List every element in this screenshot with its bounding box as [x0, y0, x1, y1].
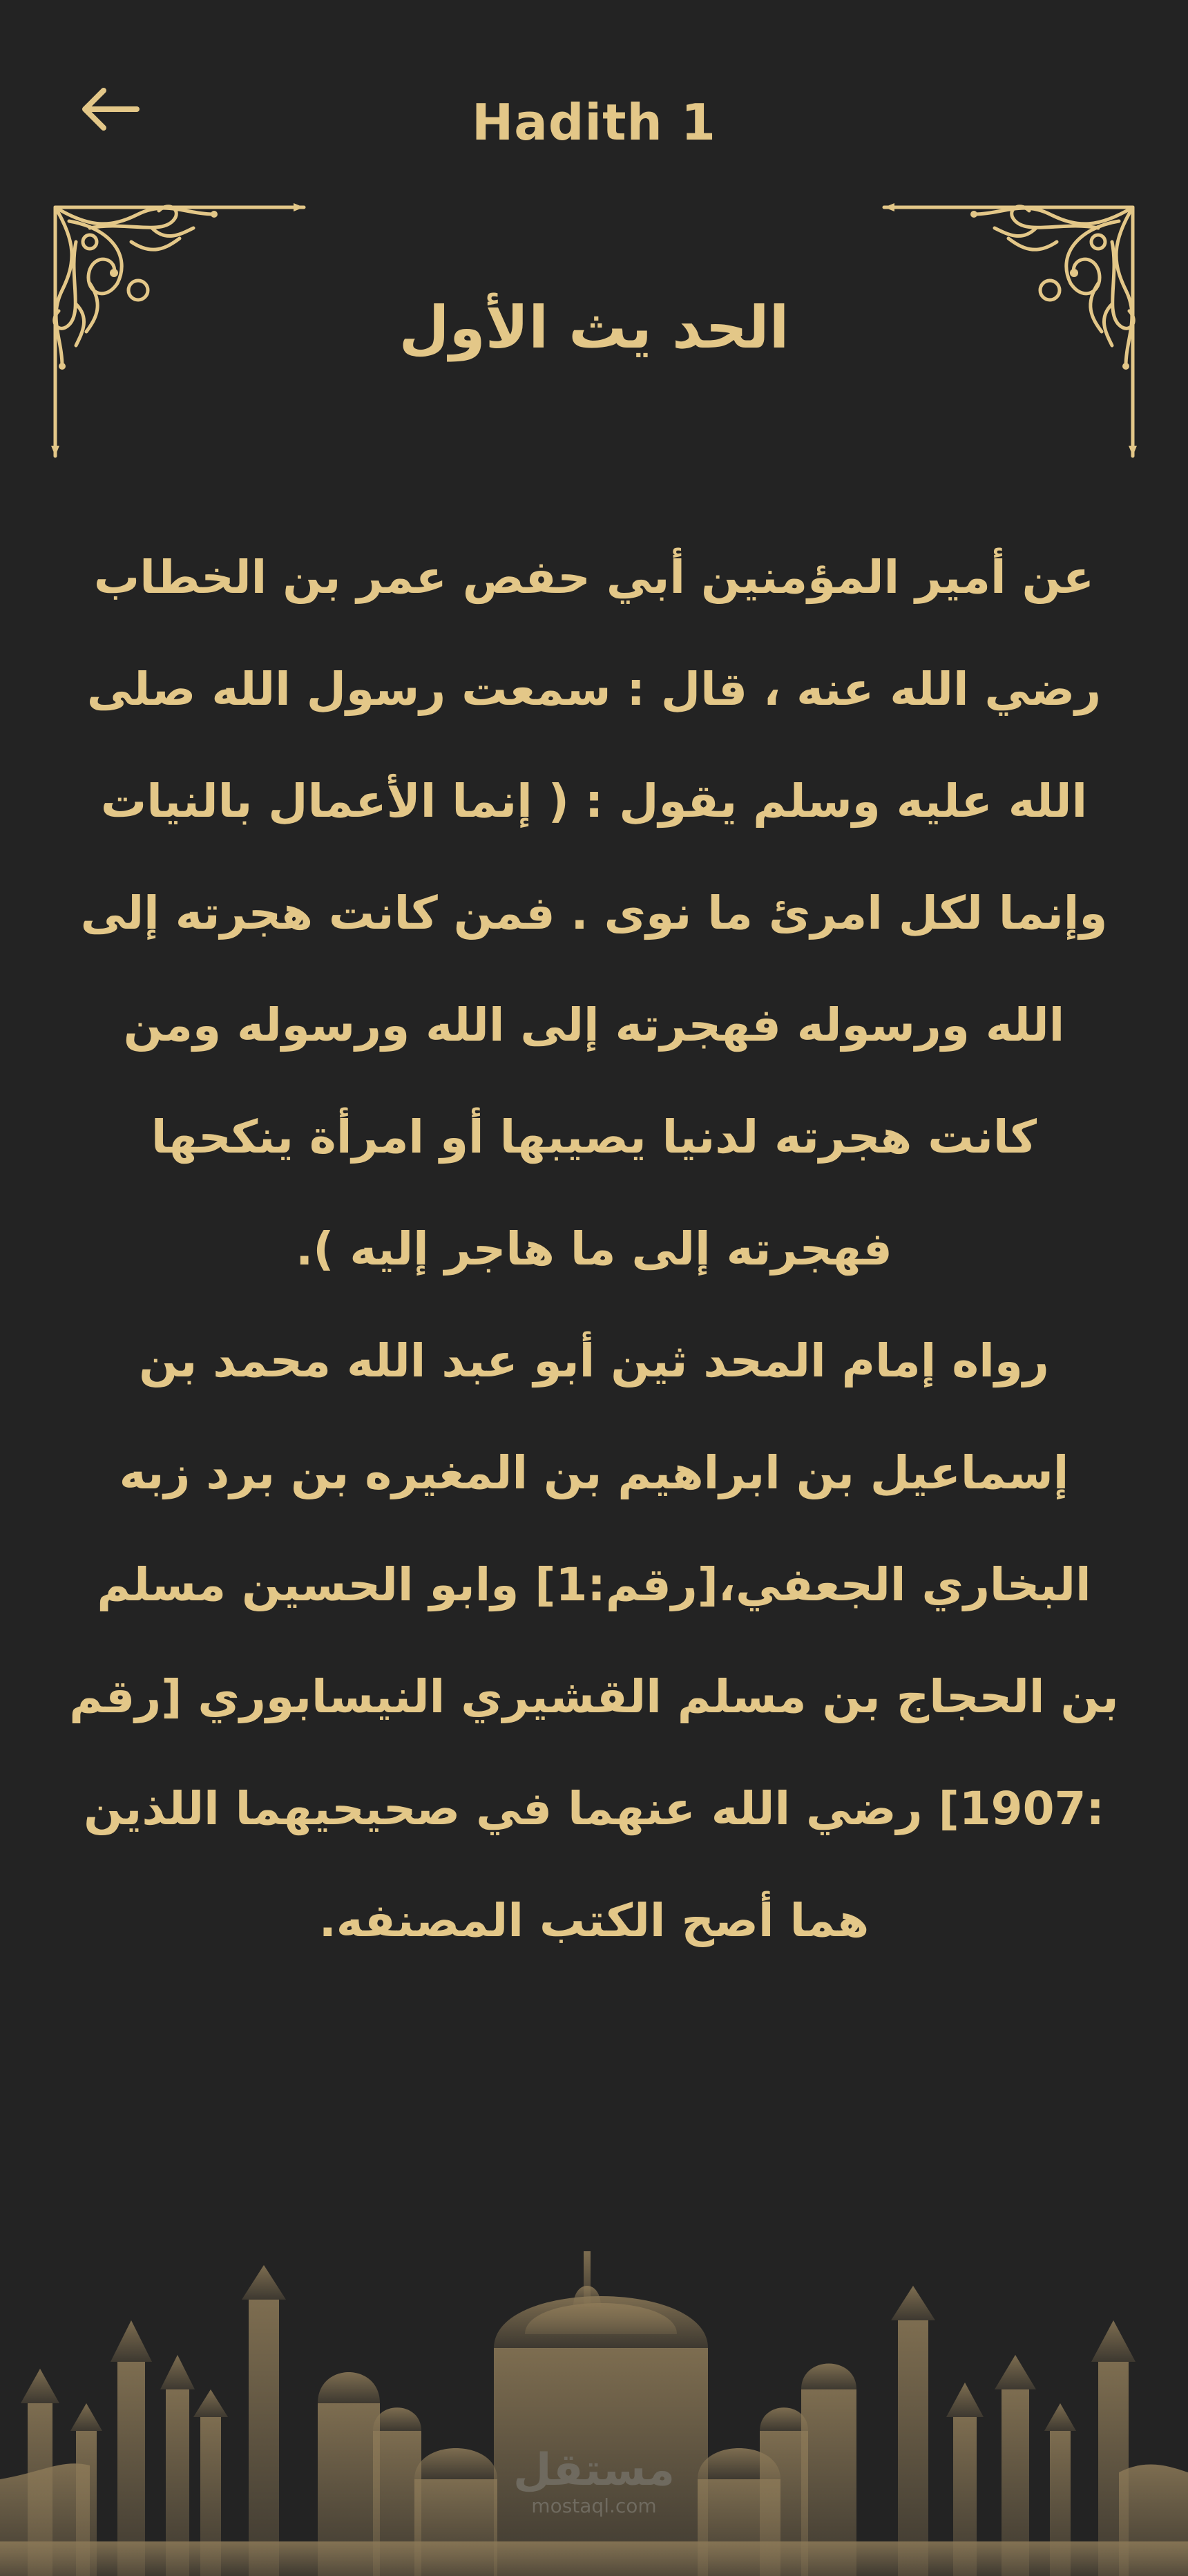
hadith-paragraph: عن أمير المؤمنين أبي حفص عمر بن الخطاب رضي الله عنه ، قال : سمعت رسول الله صلى الله عليه وسلم يقول : ( إنما الأعمال بالنيات وإنما لكل امرئ ما نوى . فمن كانت هجرته إلى الله ورسوله فهجرته إلى الله ورسوله ومن كانت هجرته لدنيا يصيبها أو امرأة ينكحها فهجرته إلى ما هاجر إليه ).: [80, 551, 1108, 1276]
hadith-paragraph: رواه إمام المحد ثين أبو عبد الله محمد بن إسماعيل بن ابراهيم بن المغيره بن برد زبه البخاري الجعفي،[رقم:1] وابو الحسين مسلم بن الحجاج بن مسلم القشيري النيسابوري [رقم :1907] رضي الله عنهما في صحيحيهما اللذين هما أصح الكتب المصنفه.: [69, 1334, 1119, 1947]
watermark-logo-text: مستقل: [512, 2445, 676, 2496]
mosque-skyline-silhouette: [0, 2251, 1188, 2576]
watermark-url: mostaql.com: [531, 2494, 657, 2517]
hadith-heading: الحد يث الأول: [399, 294, 789, 361]
top-bar: [0, 0, 1188, 180]
watermark: [511, 2446, 677, 2518]
page-title: Hadith 1: [472, 93, 716, 151]
hadith-text: [62, 522, 1126, 1977]
